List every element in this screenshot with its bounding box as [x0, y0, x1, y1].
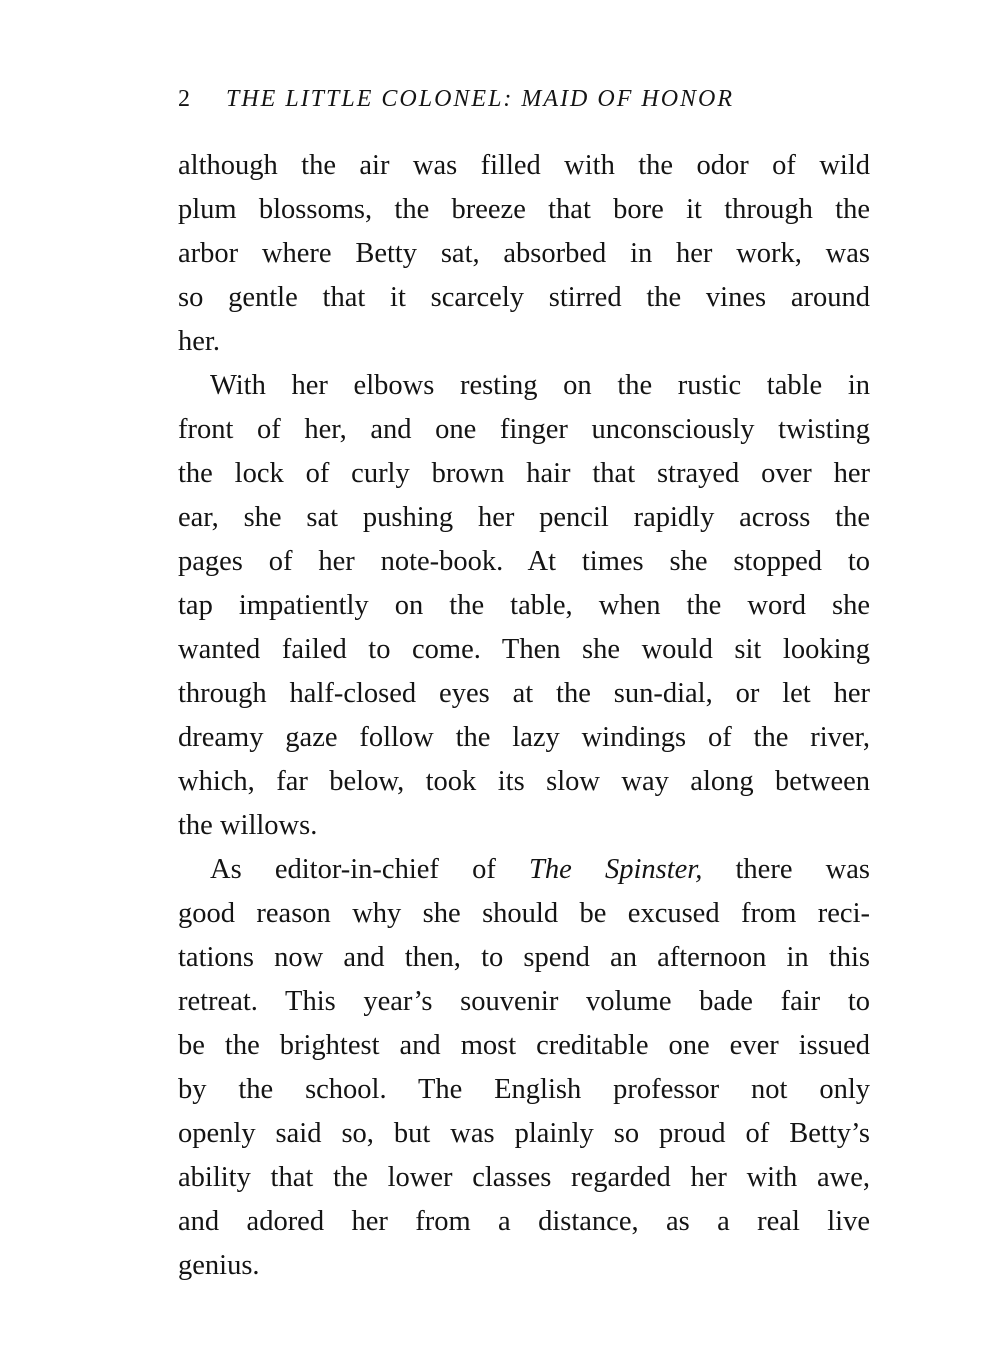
- text-line: pages of her note-book. At times she stopped to: [178, 546, 870, 577]
- text-line: openly said so, but was plainly so proud of Betty’s: [178, 1118, 870, 1149]
- text-line: the lock of curly brown hair that strayed over her: [178, 458, 870, 489]
- text-line: front of her, and one finger unconsciously twisting: [178, 414, 870, 445]
- text-line: genius.: [178, 1250, 260, 1281]
- text-segment: As editor-in-chief of: [210, 854, 529, 885]
- text-line: her.: [178, 326, 220, 357]
- text-line: With her elbows resting on the rustic table in: [210, 370, 870, 401]
- text-line: plum blossoms, the breeze that bore it through the: [178, 194, 870, 225]
- text-line: good reason why she should be excused from reci-: [178, 898, 870, 929]
- text-line: so gentle that it scarcely stirred the vines around: [178, 282, 870, 313]
- text-line: retreat. This year’s souvenir volume bade fair to: [178, 986, 870, 1017]
- text-line: be the brightest and most creditable one ever issued: [178, 1030, 870, 1061]
- text-line: wanted failed to come. Then she would sit looking: [178, 634, 870, 665]
- text-line: and adored her from a distance, as a real live: [178, 1206, 870, 1237]
- text-line: [178, 848, 870, 892]
- text-line: tap impatiently on the table, when the word she: [178, 590, 870, 621]
- text-line: although the air was filled with the odor of wild: [178, 150, 870, 181]
- text-line: through half-closed eyes at the sun-dial, or let her: [178, 678, 870, 709]
- text-line: ear, she sat pushing her pencil rapidly across the: [178, 502, 870, 533]
- paragraph-2: [178, 364, 870, 848]
- text-line: which, far below, took its slow way along between: [178, 766, 870, 797]
- text-line: the willows.: [178, 810, 318, 841]
- paragraph-1: [178, 144, 870, 364]
- body-text: [178, 144, 870, 1288]
- text-line: tations now and then, to spend an afternoon in this: [178, 942, 870, 973]
- text-segment: there was: [702, 854, 870, 885]
- running-head: [178, 84, 870, 114]
- publication-title: The Spinster,: [529, 854, 703, 885]
- text-line: ability that the lower classes regarded her with awe,: [178, 1162, 870, 1193]
- paragraph-3: [178, 848, 870, 1288]
- text-line: arbor where Betty sat, absorbed in her work, was: [178, 238, 870, 269]
- text-line: dreamy gaze follow the lazy windings of the river,: [178, 722, 870, 753]
- text-line: by the school. The English professor not only: [178, 1074, 870, 1105]
- running-title: THE LITTLE COLONEL: MAID OF HONOR: [226, 86, 735, 112]
- page-number: 2: [178, 86, 190, 112]
